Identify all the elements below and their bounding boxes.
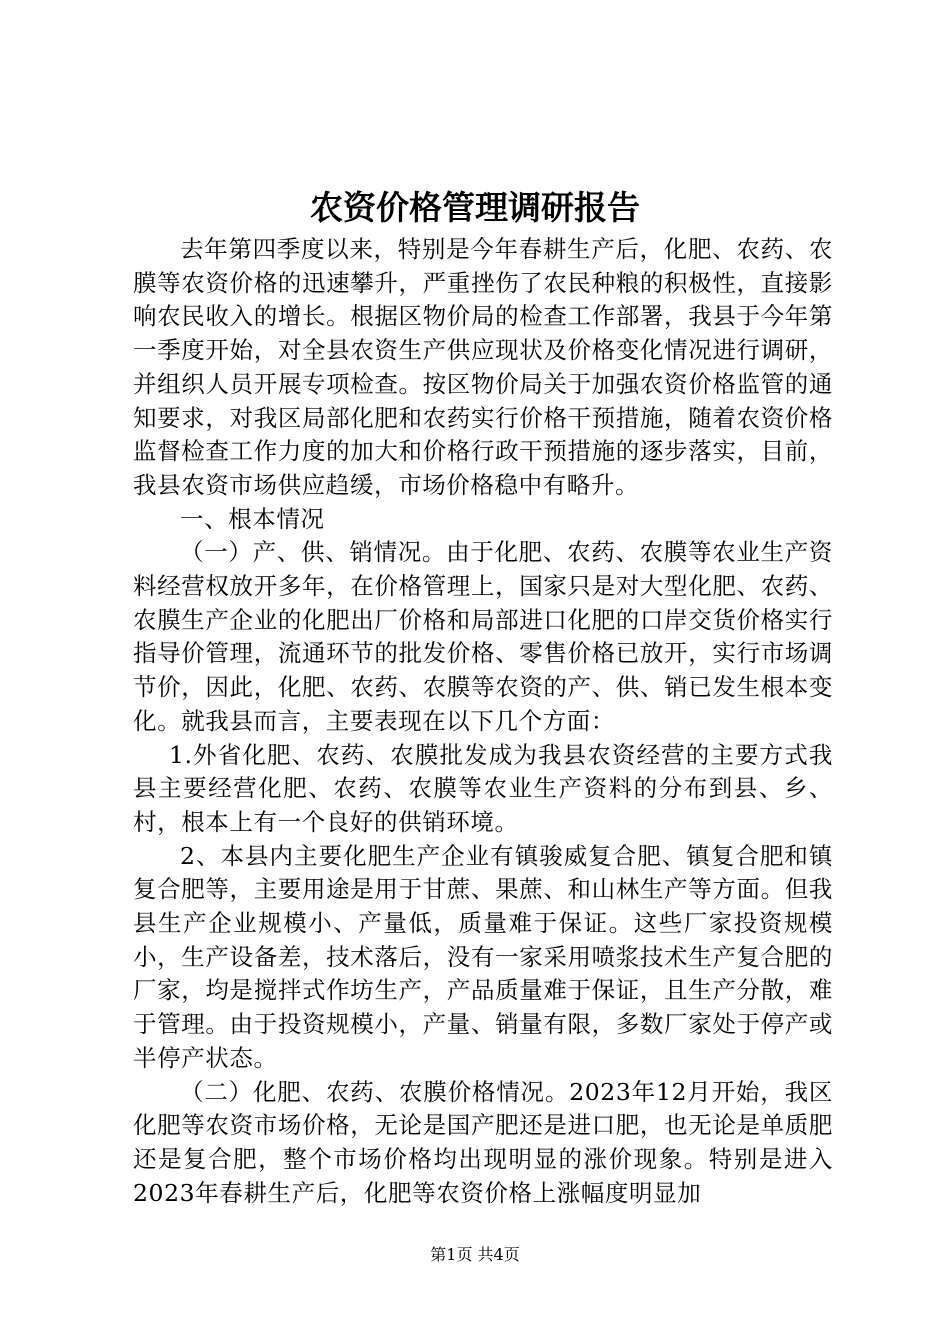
paragraph-item-2: 2、本县内主要化肥生产企业有镇骏威复合肥、镇复合肥和镇复合肥等，主要用途是用于甘蔗、果蔗、和山林生产等方面。但我县生产企业规模小、产量低，质量难于保证。这些厂家投资规模小，生产设备差，技术落后，没有一家采用喷浆技术生产复合肥的厂家，均是搅拌式作坊生产，产品质量难于保证，且生产分散，难于管理。由于投资规模小，产量、销量有限，多数厂家处于停产或半停产状态。 bbox=[133, 841, 833, 1072]
paragraph-price-situation: （二）化肥、农药、农膜价格情况。2023年12月开始，我区化肥等农资市场价格，无论是国产肥还是进口肥，也无论是单质肥还是复合肥，整个市场价格均出现明显的涨价现象。特别是进入2023年春耕生产后，化肥等农资价格上涨幅度明显加 bbox=[133, 1077, 833, 1207]
page-footer: 第1页 共4页 bbox=[430, 1245, 520, 1264]
paragraph-intro: 去年第四季度以来，特别是今年春耕生产后，化肥、农药、农膜等农资价格的迅速攀升，严重挫伤了农民种粮的积极性，直接影响农民收入的增长。根据区物价局的检查工作部署，我县于今年第一季度开始，对全县农资生产供应现状及价格变化情况进行调研，并组织人员开展专项检查。按区物价局关于加强农资价格监管的通知要求，对我区局部化肥和农药实行价格干预措施，随着农资价格监督检查工作力度的加大和价格行政干预措施的逐步落实，目前，我县农资市场供应趋缓，市场价格稳中有略升。 bbox=[133, 235, 833, 499]
document-title: 农资价格管理调研报告 bbox=[310, 188, 640, 227]
paragraph-production-supply-sales: （一）产、供、销情况。由于化肥、农药、农膜等农业生产资料经营权放开多年，在价格管理上，国家只是对大型化肥、农药、农膜生产企业的化肥出厂价格和局部进口化肥的口岸交货价格实行指导价管理，流通环节的批发价格、零售价格已放开，实行市场调节价，因此，化肥、农药、农膜等农资的产、供、销已发生根本变化。就我县而言，主要表现在以下几个方面： bbox=[133, 538, 833, 735]
section-heading-basic-situation: 一、根本情况 bbox=[180, 504, 325, 533]
document-body bbox=[133, 233, 833, 1210]
paragraph-item-1: 1.外省化肥、农药、农膜批发成为我县农资经营的主要方式我县主要经营化肥、农药、农膜等农业生产资料的分布到县、乡、村，根本上有一个良好的供销环境。 bbox=[133, 740, 833, 836]
